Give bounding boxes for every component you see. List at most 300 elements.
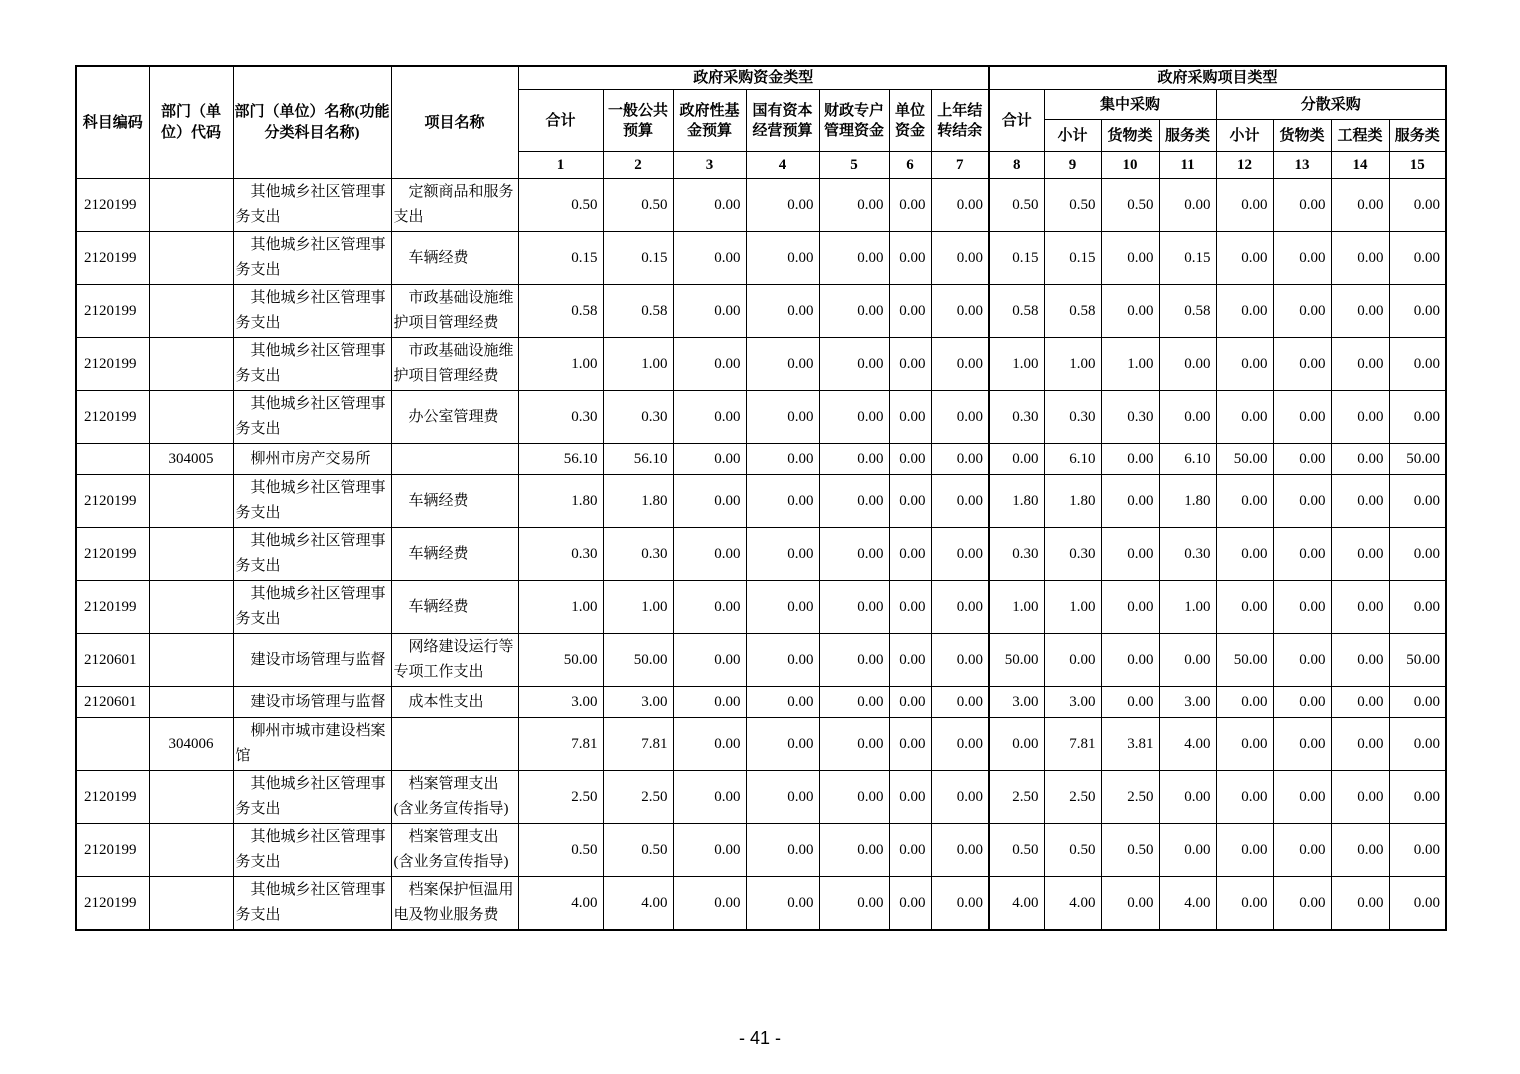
cell-value-col-1: 0.50 (518, 824, 603, 877)
cell-value-col-11: 0.00 (1159, 391, 1216, 444)
cell-value-col-9: 0.15 (1044, 232, 1101, 285)
header-col-num-12: 12 (1216, 152, 1273, 179)
cell-value-col-4: 0.00 (746, 391, 819, 444)
cell-value-col-9: 0.30 (1044, 391, 1101, 444)
cell-value-col-8: 50.00 (989, 634, 1044, 687)
table-body (76, 179, 1446, 931)
cell-value-col-1: 0.15 (518, 232, 603, 285)
header-decentralized-works: 工程类 (1331, 120, 1389, 152)
header-col-num-1: 1 (518, 152, 603, 179)
table-row (76, 687, 1446, 718)
cell-project-name: 市政基础设施维护项目管理经费 (391, 285, 518, 338)
cell-value-col-8: 1.00 (989, 581, 1044, 634)
cell-value-col-5: 0.00 (819, 528, 889, 581)
cell-value-col-5: 0.00 (819, 634, 889, 687)
cell-dept-name: 柳州市城市建设档案馆 (233, 718, 391, 771)
header-dept-code: 部门（单位）代码 (149, 66, 233, 179)
cell-value-col-6: 0.00 (889, 634, 931, 687)
cell-value-col-8: 0.30 (989, 528, 1044, 581)
cell-value-col-11: 0.58 (1159, 285, 1216, 338)
cell-value-col-13: 0.00 (1273, 444, 1331, 475)
cell-value-col-15: 0.00 (1389, 285, 1446, 338)
cell-value-col-7: 0.00 (931, 285, 989, 338)
cell-subject-code: 2120199 (76, 475, 149, 528)
cell-value-col-13: 0.00 (1273, 824, 1331, 877)
cell-value-col-2: 4.00 (603, 877, 673, 931)
cell-value-col-1: 3.00 (518, 687, 603, 718)
cell-value-col-2: 0.30 (603, 528, 673, 581)
header-col-num-2: 2 (603, 152, 673, 179)
cell-value-col-13: 0.00 (1273, 285, 1331, 338)
cell-value-col-10: 0.00 (1101, 687, 1159, 718)
cell-value-col-12: 0.00 (1216, 581, 1273, 634)
cell-value-col-3: 0.00 (673, 285, 746, 338)
header-fund-carryover: 上年结转结余 (931, 90, 989, 152)
cell-subject-code: 2120601 (76, 687, 149, 718)
cell-value-col-9: 1.00 (1044, 338, 1101, 391)
cell-value-col-11: 0.00 (1159, 338, 1216, 391)
cell-value-col-15: 0.00 (1389, 338, 1446, 391)
cell-value-col-6: 0.00 (889, 718, 931, 771)
table-row (76, 771, 1446, 824)
cell-project-name: 车辆经费 (391, 475, 518, 528)
cell-subject-code: 2120199 (76, 771, 149, 824)
cell-value-col-6: 0.00 (889, 877, 931, 931)
cell-value-col-15: 0.00 (1389, 528, 1446, 581)
cell-value-col-11: 1.80 (1159, 475, 1216, 528)
cell-value-col-15: 0.00 (1389, 391, 1446, 444)
cell-value-col-15: 0.00 (1389, 718, 1446, 771)
cell-value-col-8: 0.00 (989, 444, 1044, 475)
cell-value-col-5: 0.00 (819, 391, 889, 444)
cell-value-col-9: 0.30 (1044, 528, 1101, 581)
cell-value-col-1: 4.00 (518, 877, 603, 931)
cell-value-col-15: 0.00 (1389, 475, 1446, 528)
cell-value-col-15: 0.00 (1389, 824, 1446, 877)
cell-project-name (391, 444, 518, 475)
cell-value-col-4: 0.00 (746, 634, 819, 687)
cell-value-col-14: 0.00 (1331, 528, 1389, 581)
cell-value-col-12: 0.00 (1216, 687, 1273, 718)
cell-value-col-9: 1.80 (1044, 475, 1101, 528)
cell-value-col-4: 0.00 (746, 687, 819, 718)
cell-value-col-8: 0.58 (989, 285, 1044, 338)
cell-subject-code: 2120199 (76, 581, 149, 634)
cell-value-col-10: 0.00 (1101, 232, 1159, 285)
cell-dept-code (149, 528, 233, 581)
cell-value-col-5: 0.00 (819, 824, 889, 877)
header-group-row (76, 66, 1446, 90)
cell-dept-code (149, 771, 233, 824)
cell-dept-code (149, 581, 233, 634)
cell-dept-code (149, 179, 233, 232)
cell-dept-name: 其他城乡社区管理事务支出 (233, 475, 391, 528)
cell-value-col-3: 0.00 (673, 444, 746, 475)
cell-value-col-8: 0.00 (989, 718, 1044, 771)
cell-value-col-7: 0.00 (931, 634, 989, 687)
table-row (76, 634, 1446, 687)
header-fund-total: 合计 (518, 90, 603, 152)
cell-value-col-11: 0.30 (1159, 528, 1216, 581)
cell-dept-code: 304006 (149, 718, 233, 771)
cell-subject-code: 2120199 (76, 824, 149, 877)
table-row (76, 391, 1446, 444)
cell-project-name: 车辆经费 (391, 528, 518, 581)
cell-value-col-8: 1.00 (989, 338, 1044, 391)
cell-value-col-7: 0.00 (931, 444, 989, 475)
cell-value-col-2: 1.00 (603, 338, 673, 391)
cell-dept-code (149, 877, 233, 931)
cell-value-col-4: 0.00 (746, 528, 819, 581)
cell-value-col-12: 0.00 (1216, 824, 1273, 877)
cell-value-col-1: 1.00 (518, 581, 603, 634)
cell-value-col-1: 0.30 (518, 528, 603, 581)
cell-value-col-2: 3.00 (603, 687, 673, 718)
cell-value-col-1: 1.00 (518, 338, 603, 391)
header-col-num-3: 3 (673, 152, 746, 179)
cell-dept-code (149, 285, 233, 338)
cell-value-col-9: 7.81 (1044, 718, 1101, 771)
cell-value-col-3: 0.00 (673, 718, 746, 771)
page-number: - 41 - (738, 1028, 781, 1048)
cell-value-col-14: 0.00 (1331, 285, 1389, 338)
header-fund-state-capital: 国有资本经营预算 (746, 90, 819, 152)
header-col-num-10: 10 (1101, 152, 1159, 179)
header-col-num-11: 11 (1159, 152, 1216, 179)
cell-value-col-1: 1.80 (518, 475, 603, 528)
cell-dept-code (149, 824, 233, 877)
cell-value-col-3: 0.00 (673, 528, 746, 581)
cell-subject-code: 2120199 (76, 391, 149, 444)
cell-value-col-12: 50.00 (1216, 444, 1273, 475)
cell-value-col-13: 0.00 (1273, 718, 1331, 771)
cell-value-col-3: 0.00 (673, 391, 746, 444)
cell-value-col-13: 0.00 (1273, 687, 1331, 718)
cell-value-col-6: 0.00 (889, 391, 931, 444)
cell-value-col-5: 0.00 (819, 338, 889, 391)
cell-value-col-3: 0.00 (673, 179, 746, 232)
cell-project-name: 市政基础设施维护项目管理经费 (391, 338, 518, 391)
cell-subject-code: 2120199 (76, 179, 149, 232)
cell-dept-name: 其他城乡社区管理事务支出 (233, 179, 391, 232)
header-centralized-services: 服务类 (1159, 120, 1216, 152)
header-fund-general-budget: 一般公共预算 (603, 90, 673, 152)
cell-value-col-3: 0.00 (673, 771, 746, 824)
cell-value-col-6: 0.00 (889, 771, 931, 824)
cell-value-col-12: 0.00 (1216, 718, 1273, 771)
table-row (76, 179, 1446, 232)
cell-dept-name: 建设市场管理与监督 (233, 634, 391, 687)
cell-value-col-15: 0.00 (1389, 179, 1446, 232)
cell-value-col-9: 1.00 (1044, 581, 1101, 634)
cell-value-col-5: 0.00 (819, 475, 889, 528)
cell-subject-code: 2120199 (76, 877, 149, 931)
cell-value-col-9: 6.10 (1044, 444, 1101, 475)
cell-subject-code: 2120199 (76, 528, 149, 581)
header-centralized-subtotal: 小计 (1044, 120, 1101, 152)
cell-value-col-7: 0.00 (931, 824, 989, 877)
cell-value-col-4: 0.00 (746, 771, 819, 824)
cell-value-col-12: 0.00 (1216, 771, 1273, 824)
cell-value-col-7: 0.00 (931, 338, 989, 391)
table-row (76, 824, 1446, 877)
cell-dept-name: 柳州市房产交易所 (233, 444, 391, 475)
table-row (76, 444, 1446, 475)
header-fund-fiscal-account: 财政专户管理资金 (819, 90, 889, 152)
header-col-num-9: 9 (1044, 152, 1101, 179)
table-row (76, 528, 1446, 581)
cell-value-col-13: 0.00 (1273, 338, 1331, 391)
cell-value-col-2: 2.50 (603, 771, 673, 824)
cell-value-col-5: 0.00 (819, 581, 889, 634)
cell-value-col-2: 7.81 (603, 718, 673, 771)
cell-project-name: 车辆经费 (391, 232, 518, 285)
cell-value-col-14: 0.00 (1331, 771, 1389, 824)
cell-value-col-9: 3.00 (1044, 687, 1101, 718)
cell-value-col-10: 0.00 (1101, 444, 1159, 475)
cell-value-col-2: 50.00 (603, 634, 673, 687)
cell-value-col-10: 3.81 (1101, 718, 1159, 771)
cell-value-col-7: 0.00 (931, 771, 989, 824)
cell-dept-code (149, 634, 233, 687)
table-row (76, 338, 1446, 391)
cell-value-col-5: 0.00 (819, 232, 889, 285)
cell-value-col-2: 56.10 (603, 444, 673, 475)
header-col-num-13: 13 (1273, 152, 1331, 179)
cell-dept-code (149, 391, 233, 444)
cell-value-col-6: 0.00 (889, 179, 931, 232)
cell-value-col-3: 0.00 (673, 634, 746, 687)
cell-value-col-5: 0.00 (819, 687, 889, 718)
cell-value-col-15: 50.00 (1389, 444, 1446, 475)
cell-value-col-6: 0.00 (889, 285, 931, 338)
cell-value-col-11: 0.00 (1159, 771, 1216, 824)
cell-value-col-2: 0.50 (603, 824, 673, 877)
cell-dept-name: 其他城乡社区管理事务支出 (233, 528, 391, 581)
cell-value-col-3: 0.00 (673, 338, 746, 391)
cell-value-col-5: 0.00 (819, 877, 889, 931)
cell-value-col-15: 0.00 (1389, 581, 1446, 634)
cell-value-col-11: 0.00 (1159, 824, 1216, 877)
cell-value-col-13: 0.00 (1273, 391, 1331, 444)
cell-value-col-7: 0.00 (931, 232, 989, 285)
cell-value-col-2: 0.30 (603, 391, 673, 444)
table-header (76, 66, 1446, 179)
cell-value-col-5: 0.00 (819, 771, 889, 824)
cell-value-col-10: 0.00 (1101, 285, 1159, 338)
cell-project-name: 档案保护恒温用电及物业服务费 (391, 877, 518, 931)
cell-value-col-7: 0.00 (931, 179, 989, 232)
cell-value-col-4: 0.00 (746, 285, 819, 338)
cell-value-col-1: 0.58 (518, 285, 603, 338)
cell-value-col-4: 0.00 (746, 581, 819, 634)
cell-value-col-6: 0.00 (889, 824, 931, 877)
header-decentralized-goods: 货物类 (1273, 120, 1331, 152)
header-group-fund-type: 政府采购资金类型 (518, 66, 989, 90)
cell-value-col-5: 0.00 (819, 444, 889, 475)
header-centralized-goods: 货物类 (1101, 120, 1159, 152)
cell-value-col-9: 2.50 (1044, 771, 1101, 824)
cell-project-name: 车辆经费 (391, 581, 518, 634)
cell-value-col-15: 0.00 (1389, 877, 1446, 931)
cell-subject-code: 2120199 (76, 232, 149, 285)
cell-value-col-12: 0.00 (1216, 877, 1273, 931)
header-col-num-15: 15 (1389, 152, 1446, 179)
cell-value-col-6: 0.00 (889, 581, 931, 634)
cell-value-col-8: 3.00 (989, 687, 1044, 718)
cell-value-col-8: 0.30 (989, 391, 1044, 444)
cell-value-col-12: 0.00 (1216, 232, 1273, 285)
cell-value-col-3: 0.00 (673, 581, 746, 634)
cell-value-col-8: 0.50 (989, 179, 1044, 232)
cell-value-col-15: 0.00 (1389, 771, 1446, 824)
cell-project-name: 档案管理支出(含业务宣传指导) (391, 771, 518, 824)
cell-value-col-6: 0.00 (889, 475, 931, 528)
cell-value-col-12: 0.00 (1216, 528, 1273, 581)
cell-value-col-4: 0.00 (746, 824, 819, 877)
cell-value-col-10: 1.00 (1101, 338, 1159, 391)
header-project-name: 项目名称 (391, 66, 518, 179)
cell-value-col-8: 2.50 (989, 771, 1044, 824)
cell-value-col-13: 0.00 (1273, 771, 1331, 824)
cell-value-col-14: 0.00 (1331, 338, 1389, 391)
budget-table-sheet (75, 65, 1447, 931)
cell-value-col-2: 0.58 (603, 285, 673, 338)
cell-value-col-7: 0.00 (931, 718, 989, 771)
cell-value-col-8: 1.80 (989, 475, 1044, 528)
header-fund-unit-funds: 单位资金 (889, 90, 931, 152)
cell-dept-name: 其他城乡社区管理事务支出 (233, 877, 391, 931)
header-decentralized-services: 服务类 (1389, 120, 1446, 152)
table-row (76, 475, 1446, 528)
cell-value-col-12: 0.00 (1216, 475, 1273, 528)
cell-value-col-13: 0.00 (1273, 634, 1331, 687)
cell-value-col-13: 0.00 (1273, 232, 1331, 285)
cell-value-col-3: 0.00 (673, 877, 746, 931)
cell-dept-code: 304005 (149, 444, 233, 475)
cell-value-col-2: 1.00 (603, 581, 673, 634)
cell-value-col-8: 0.15 (989, 232, 1044, 285)
cell-value-col-13: 0.00 (1273, 179, 1331, 232)
header-group-decentralized: 分散采购 (1216, 90, 1446, 120)
cell-value-col-2: 0.15 (603, 232, 673, 285)
cell-subject-code: 2120601 (76, 634, 149, 687)
cell-value-col-15: 0.00 (1389, 232, 1446, 285)
cell-value-col-8: 0.50 (989, 824, 1044, 877)
cell-value-col-3: 0.00 (673, 824, 746, 877)
cell-value-col-12: 50.00 (1216, 634, 1273, 687)
cell-value-col-14: 0.00 (1331, 444, 1389, 475)
cell-value-col-1: 0.30 (518, 391, 603, 444)
cell-dept-name: 其他城乡社区管理事务支出 (233, 824, 391, 877)
cell-value-col-12: 0.00 (1216, 285, 1273, 338)
header-col-num-8: 8 (989, 152, 1044, 179)
cell-value-col-1: 0.50 (518, 179, 603, 232)
cell-dept-name: 建设市场管理与监督 (233, 687, 391, 718)
cell-value-col-11: 0.15 (1159, 232, 1216, 285)
cell-value-col-5: 0.00 (819, 285, 889, 338)
cell-value-col-1: 2.50 (518, 771, 603, 824)
cell-value-col-12: 0.00 (1216, 391, 1273, 444)
cell-value-col-1: 56.10 (518, 444, 603, 475)
cell-dept-code (149, 687, 233, 718)
cell-value-col-3: 0.00 (673, 232, 746, 285)
cell-value-col-7: 0.00 (931, 475, 989, 528)
cell-value-col-6: 0.00 (889, 528, 931, 581)
cell-value-col-10: 0.00 (1101, 634, 1159, 687)
cell-value-col-14: 0.00 (1331, 877, 1389, 931)
header-group-project-type: 政府采购项目类型 (989, 66, 1446, 90)
cell-value-col-15: 50.00 (1389, 634, 1446, 687)
header-col-num-7: 7 (931, 152, 989, 179)
table-row (76, 718, 1446, 771)
header-dept-name: 部门（单位）名称(功能分类科目名称) (233, 66, 391, 179)
cell-value-col-10: 0.00 (1101, 528, 1159, 581)
cell-value-col-13: 0.00 (1273, 877, 1331, 931)
table-row (76, 285, 1446, 338)
cell-value-col-10: 0.30 (1101, 391, 1159, 444)
cell-project-name (391, 718, 518, 771)
cell-value-col-6: 0.00 (889, 338, 931, 391)
cell-dept-name: 其他城乡社区管理事务支出 (233, 581, 391, 634)
cell-value-col-7: 0.00 (931, 877, 989, 931)
cell-value-col-15: 0.00 (1389, 687, 1446, 718)
cell-value-col-5: 0.00 (819, 718, 889, 771)
cell-value-col-4: 0.00 (746, 179, 819, 232)
cell-dept-code (149, 475, 233, 528)
cell-subject-code (76, 718, 149, 771)
cell-value-col-4: 0.00 (746, 232, 819, 285)
header-project-total: 合计 (989, 90, 1044, 152)
cell-value-col-1: 50.00 (518, 634, 603, 687)
cell-project-name: 网络建设运行等专项工作支出 (391, 634, 518, 687)
cell-dept-code (149, 338, 233, 391)
cell-value-col-9: 0.58 (1044, 285, 1101, 338)
cell-value-col-2: 1.80 (603, 475, 673, 528)
cell-value-col-13: 0.00 (1273, 581, 1331, 634)
cell-value-col-14: 0.00 (1331, 824, 1389, 877)
cell-value-col-14: 0.00 (1331, 581, 1389, 634)
cell-value-col-9: 0.50 (1044, 824, 1101, 877)
header-fund-gov-fund-budget: 政府性基金预算 (673, 90, 746, 152)
cell-project-name: 档案管理支出(含业务宣传指导) (391, 824, 518, 877)
cell-value-col-6: 0.00 (889, 232, 931, 285)
cell-value-col-7: 0.00 (931, 687, 989, 718)
cell-value-col-7: 0.00 (931, 581, 989, 634)
cell-value-col-1: 7.81 (518, 718, 603, 771)
cell-dept-code (149, 232, 233, 285)
cell-value-col-4: 0.00 (746, 718, 819, 771)
header-col-num-5: 5 (819, 152, 889, 179)
cell-value-col-9: 0.50 (1044, 179, 1101, 232)
cell-value-col-7: 0.00 (931, 391, 989, 444)
cell-value-col-10: 0.00 (1101, 475, 1159, 528)
header-col-num-6: 6 (889, 152, 931, 179)
cell-value-col-14: 0.00 (1331, 687, 1389, 718)
cell-value-col-13: 0.00 (1273, 475, 1331, 528)
cell-project-name: 定额商品和服务支出 (391, 179, 518, 232)
cell-value-col-12: 0.00 (1216, 338, 1273, 391)
cell-value-col-4: 0.00 (746, 338, 819, 391)
header-group-centralized: 集中采购 (1044, 90, 1216, 120)
cell-value-col-14: 0.00 (1331, 232, 1389, 285)
cell-value-col-10: 2.50 (1101, 771, 1159, 824)
cell-dept-name: 其他城乡社区管理事务支出 (233, 391, 391, 444)
cell-project-name: 成本性支出 (391, 687, 518, 718)
cell-value-col-2: 0.50 (603, 179, 673, 232)
cell-subject-code: 2120199 (76, 338, 149, 391)
cell-value-col-13: 0.00 (1273, 528, 1331, 581)
